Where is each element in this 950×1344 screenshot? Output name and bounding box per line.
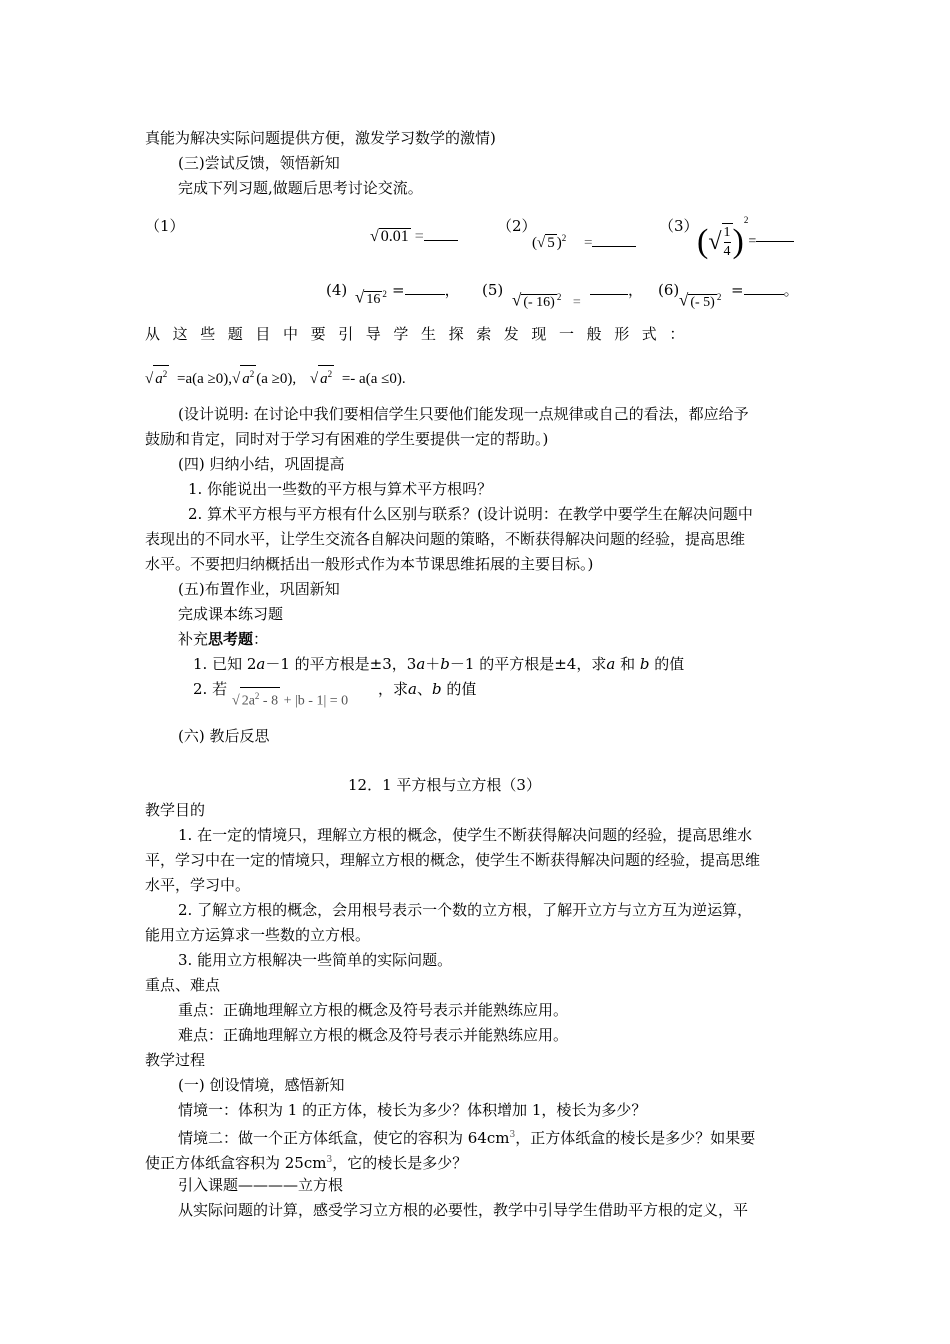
radicand: 5 [547, 235, 555, 251]
var: b [431, 680, 442, 698]
exercise-label: （2） [497, 217, 537, 235]
problem-2 [193, 679, 227, 699]
text-line: 完成课本练习题 [178, 605, 284, 623]
answer-blank [424, 240, 458, 241]
var-a: a [242, 371, 250, 387]
sqrt-icon: √ [512, 290, 522, 310]
text: ，正方体纸盒的棱长是多少？如果要 [515, 1129, 756, 1147]
problem-2-expr [232, 687, 348, 712]
problem-2-tail [378, 679, 476, 699]
paren-left: ( [697, 222, 709, 260]
general-formula [145, 365, 406, 389]
text: 的值 [649, 655, 685, 673]
text-line: 水平，学习中。 [145, 876, 251, 894]
radicand: (- 5) [690, 294, 715, 310]
exercise-label: (5) [482, 281, 504, 299]
text: 情境二：做一个正方体纸盒，使它的容积为 64cm [178, 1129, 510, 1147]
text-line [145, 1150, 467, 1173]
exponent: 2 [743, 215, 749, 225]
radicand: 0.01 [380, 228, 409, 245]
exercise-label: (6) [658, 281, 680, 299]
exercise-label: （1） [145, 217, 185, 235]
answer-blank [756, 241, 794, 242]
text-line: 引入课题————立方根 [178, 1176, 344, 1194]
exercise-6 [679, 287, 721, 313]
text: ： [253, 630, 269, 648]
formula-part-3: =- a(a ≤0). [341, 371, 406, 387]
section-heading-6: (六) 教后反思 [178, 727, 270, 745]
equals: = [748, 233, 757, 249]
sqrt-icon: √ [679, 290, 689, 310]
exercise-5 [512, 287, 581, 313]
equals: = [583, 235, 593, 251]
text-line: 从实际问题的计算，感受学习立方根的必要性，教学中引导学生借助平方根的定义，平 [178, 1201, 749, 1219]
sqrt-icon: √ [355, 287, 365, 307]
answer-blank [744, 294, 784, 295]
var: a [256, 655, 266, 673]
exercise-4 [355, 284, 387, 310]
heading-key: 重点、难点 [145, 976, 221, 994]
var: a [606, 655, 616, 673]
text: 、 [416, 680, 432, 698]
punct: 。 [783, 281, 799, 299]
heading-process: 教学过程 [145, 1051, 206, 1069]
sqrt-icon: √ [537, 235, 546, 251]
text: 2. 若 [193, 680, 228, 698]
text-bold: 思考题 [208, 630, 254, 648]
text-line: 3. 能用立方根解决一些简单的实际问题。 [178, 951, 453, 969]
formula-part-1: =a(a ≥0), [176, 371, 232, 387]
sqrt-icon: √ [145, 371, 154, 387]
exponent: 2 [254, 691, 260, 701]
answer-blank [590, 294, 628, 295]
text-line: 2. 算术平方根与平方根有什么区别与联系？(设计说明：在教学中要学生在解决问题中 [188, 505, 753, 523]
var-a: a [320, 371, 328, 387]
equals: = [392, 281, 405, 299]
text-line: 水平。不要把归纳概括出一般形式作为本节课思维拓展的主要目标。) [145, 555, 594, 573]
paren-right: ) [732, 222, 744, 260]
text-line: 能用立方运算求一些数的立方根。 [145, 926, 371, 944]
exponent: 2 [382, 289, 387, 299]
fraction-numerator: 1 [724, 224, 731, 243]
punct: ， [444, 281, 460, 299]
answer-blank [405, 294, 445, 295]
exponent: 2 [561, 233, 567, 243]
sqrt-icon: √ [708, 228, 722, 255]
text-line: 1. 你能说出一些数的平方根与算术平方根吗？ [188, 480, 493, 498]
equals: = [414, 228, 424, 245]
section-heading-5: (五)布置作业，巩固新知 [178, 580, 340, 598]
text: ＋ [425, 655, 441, 673]
fraction-denominator: 4 [723, 243, 731, 259]
exponent: 2 [162, 369, 168, 379]
sqrt-icon: √ [232, 693, 240, 709]
equals: = [572, 294, 581, 310]
problem-1 [193, 654, 684, 674]
sqrt-icon: √ [370, 228, 379, 245]
text: ，它的棱长是多少？ [332, 1154, 468, 1172]
text-line: 从这些题目中要引导学生探索发现一般形式： [145, 325, 698, 343]
text: 使正方体纸盒容积为 25cm [145, 1154, 327, 1172]
exercise-1 [370, 227, 458, 247]
radicand: 16 [366, 291, 381, 307]
sqrt-icon: √ [309, 371, 319, 387]
exercise-3 [697, 210, 794, 265]
text: ，求 [378, 680, 409, 698]
formula-part-2: (a ≥0), [256, 371, 297, 387]
answer-blank [592, 246, 636, 247]
exponent: 3 [326, 1155, 333, 1165]
lesson-title: 12．1 平方根与立方根（3） [348, 776, 541, 794]
text-line: 2. 了解立方根的概念，会用根号表示一个数的立方根，了解开立方与立方互为逆运算， [178, 901, 753, 919]
text-line: (设计说明: 在讨论中我们要相信学生只要他们能发现一点规律或自己的看法，都应给予 [178, 405, 749, 423]
var: a [416, 655, 426, 673]
exercise-label: （3） [659, 217, 699, 235]
text-line: 完成下列习题,做题后思考讨论交流。 [178, 179, 423, 197]
exercise-4-answer [392, 280, 460, 300]
exponent: 2 [716, 292, 722, 302]
text-line: 表现出的不同水平，让学生交流各自解决问题的策略，不断获得解决问题的经验，提高思维 [145, 530, 746, 548]
text: －1 的平方根是±4，求 [449, 655, 607, 673]
sqrt-icon: √ [231, 371, 241, 387]
text-line: 鼓励和肯定，同时对于学习有困难的学生要提供一定的帮助。) [145, 430, 549, 448]
text-line: 平，学习中在一定的情境只，理解立方根的概念，使学生不断获得解决问题的经验，提高思维 [145, 851, 761, 869]
exercise-5-answer [590, 280, 643, 300]
text: 1. 已知 2 [193, 655, 257, 673]
text-line: 1. 在一定的情境只，理解立方根的概念，使学生不断获得解决问题的经验，提高思维水 [178, 826, 753, 844]
var: b [440, 655, 450, 673]
section-heading-1: (一) 创设情境，感悟新知 [178, 1076, 345, 1094]
expr: 2a [241, 693, 255, 709]
text: 的值 [441, 680, 477, 698]
text-line: 真能为解决实际问题提供方便，激发学习数学的激情) [145, 129, 496, 147]
text-line: 难点：正确地理解立方根的概念及符号表示并能熟练应用。 [178, 1026, 569, 1044]
text-line: 情境一：体积为 1 的正方体，棱长为多少？体积增加 1，棱长为多少？ [178, 1101, 647, 1119]
expr: - 8 [259, 693, 279, 709]
extra-questions-heading [178, 629, 268, 649]
var-a: a [155, 371, 163, 387]
expr: + |b - 1| = 0 [280, 693, 349, 709]
exercise-6-answer [731, 280, 799, 300]
section-heading-4: (四) 归纳小结，巩固提高 [178, 455, 345, 473]
exponent: 2 [556, 292, 562, 302]
text-line: 重点：正确地理解立方根的概念及符号表示并能熟练应用。 [178, 1001, 569, 1019]
radicand: (- 16) [523, 294, 555, 310]
heading-goal: 教学目的 [145, 801, 206, 819]
exercise-label: (4) [326, 281, 348, 299]
text-line [178, 1125, 755, 1148]
var: a [408, 680, 417, 698]
text: 补充 [178, 630, 209, 648]
var: b [639, 655, 650, 673]
exercise-2: (√ 5 )$^2$ = [532, 228, 636, 253]
exponent: 2 [327, 369, 333, 379]
text: －1 的平方根是±3，3 [265, 655, 417, 673]
equals: = [731, 281, 744, 299]
exponent: 3 [509, 1130, 516, 1140]
punct: ， [628, 281, 644, 299]
text: 和 [615, 655, 640, 673]
exponent: 2 [249, 369, 255, 379]
section-heading-3: (三)尝试反馈，领悟新知 [178, 154, 340, 172]
